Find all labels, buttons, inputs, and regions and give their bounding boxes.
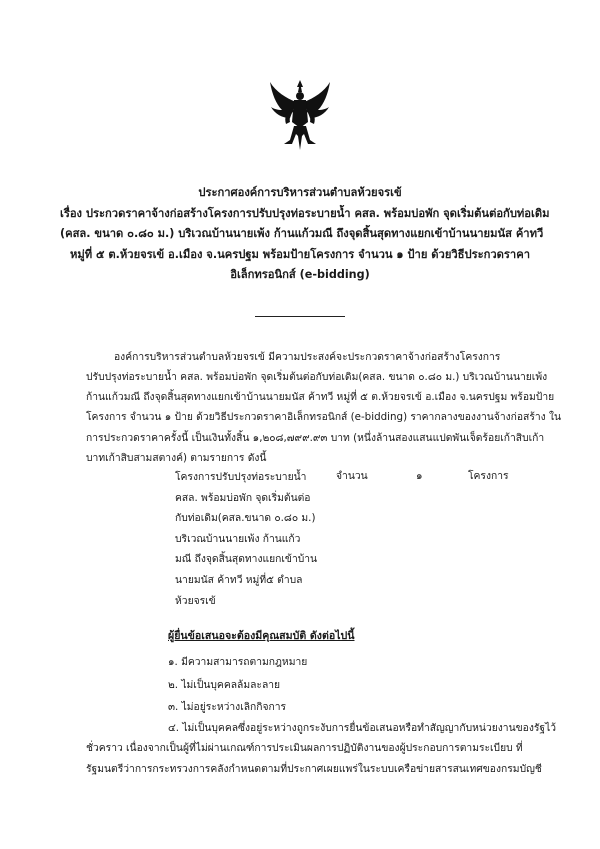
- qualification-item: ๓. ไม่อยู่ระหว่างเลิกกิจการ: [168, 701, 287, 714]
- item-line: มณี ถึงจุดสิ้นสุดทางแยกเข้าบ้าน: [175, 553, 318, 566]
- garuda-emblem-icon: [268, 78, 332, 152]
- quantity-label: จำนวน: [336, 470, 368, 482]
- qualifications-list: [168, 651, 307, 719]
- quantity-value: ๑: [416, 470, 423, 482]
- item-line: โครงการปรับปรุงท่อระบายน้ำ: [175, 471, 307, 483]
- title-line: ประกาศองค์การบริหารส่วนตำบลห้วยจรเข้: [198, 186, 402, 199]
- item-line: ห้วยจรเข้: [175, 594, 216, 607]
- item-description: [175, 467, 317, 611]
- announcement-title: [60, 183, 550, 286]
- title-line: หมู่ที่ ๕ ต.ห้วยจรเข้ อ.เมือง จ.นครปฐม พร้อมป้ายโครงการ จำนวน ๑ ป้าย ด้วยวิธีประกวดราคา: [70, 247, 530, 261]
- title-divider: [255, 316, 345, 317]
- qualification-line: ชั่วคราว เนื่องจากเป็นผู้ที่ไม่ผ่านเกณฑ์การประเมินผลการปฏิบัติงานของผู้ประกอบการตามระเบียบ ที่: [86, 742, 523, 754]
- qualification-item-4: ๔. ไม่เป็นบุคคลซึ่งอยู่ระหว่างถูกระงับการยื่นข้อเสนอหรือทำสัญญากับหน่วยงานของรัฐไว้: [168, 722, 557, 734]
- qualification-item: ๒. ไม่เป็นบุคคลล้มละลาย: [168, 678, 281, 691]
- item-line: บริเวณบ้านนายเพ้ง ก้านแก้ว: [175, 532, 301, 545]
- qualification-item: ๑. มีความสามารถตามกฎหมาย: [168, 656, 308, 668]
- item-line: คสล. พร้อมบ่อพัก จุดเริ่มต้นต่อ: [175, 491, 311, 504]
- qualification-line: รัฐมนตรีว่าการกระทรวงการคลังกำหนดตามที่ประกาศเผยแพร่ในระบบเครือข่ายสารสนเทศของกรมบัญชี: [86, 762, 542, 775]
- intro-first-line: องค์การบริหารส่วนตำบลห้วยจรเข้ มีความประสงค์จะประกวดราคาจ้างก่อสร้างโครงการ: [114, 351, 501, 363]
- intro-line: โครงการ จำนวน ๑ ป้าย ด้วยวิธีประกวดราคาอิเล็กทรอนิกส์ (e-bidding) ราคากลางของงานจ้างก่อสร้าง ใน: [86, 411, 562, 424]
- item-line: นายมนัส ค้าทวี หมู่ที่๕ ตำบล: [175, 573, 303, 586]
- intro-line: การประกวดราคาครั้งนี้ เป็นเงินทั้งสิ้น ๑,๒๐๘,๗๙๙.๙๓ บาท (หนึ่งล้านสองแสนแปดพันเจ็ดร้อยเก้าสิบเก้า: [86, 431, 545, 444]
- intro-line: บาทเก้าสิบสามสตางค์) ตามรายการ ดังนี้: [86, 451, 267, 464]
- intro-paragraph: [86, 367, 561, 468]
- intro-line: ปรับปรุงท่อระบายน้ำ คสล. พร้อมบ่อพัก จุดเริ่มต้นต่อกับท่อเดิม(คสล. ขนาด ๐.๘๐ ม.) บริเวณบ้านนายเพ้ง: [86, 371, 548, 383]
- title-line: (คสล. ขนาด ๐.๘๐ ม.) บริเวณบ้านนายเพ้ง ก้านแก้วมณี ถึงจุดสิ้นสุดทางแยกเข้าบ้านนายมนัส ค้าทวี: [60, 227, 544, 240]
- title-line: อิเล็กทรอนิกส์ (e-bidding): [230, 268, 370, 281]
- intro-line: ก้านแก้วมณี ถึงจุดสิ้นสุดทางแยกเข้าบ้านนายมนัส ค้าทวี หมู่ที่ ๕ ต.ห้วยจรเข้ อ.เมือง จ.นครปฐม พร้อมป้าย: [86, 391, 555, 404]
- qualifications-heading: ผู้ยื่นข้อเสนอจะต้องมีคุณสมบัติ ดังต่อไปนี้: [168, 630, 355, 642]
- quantity-unit: โครงการ: [468, 470, 509, 482]
- item-line: กับท่อเดิม(คสล.ขนาด ๐.๘๐ ม.): [175, 512, 316, 525]
- qualification-item-4-continuation: [86, 738, 542, 779]
- title-line: เรื่อง ประกวดราคาจ้างก่อสร้างโครงการปรับปรุงท่อระบายน้ำ คสล. พร้อมบ่อพัก จุดเริ่มต้นต่อกับท่อเดิม: [60, 206, 550, 220]
